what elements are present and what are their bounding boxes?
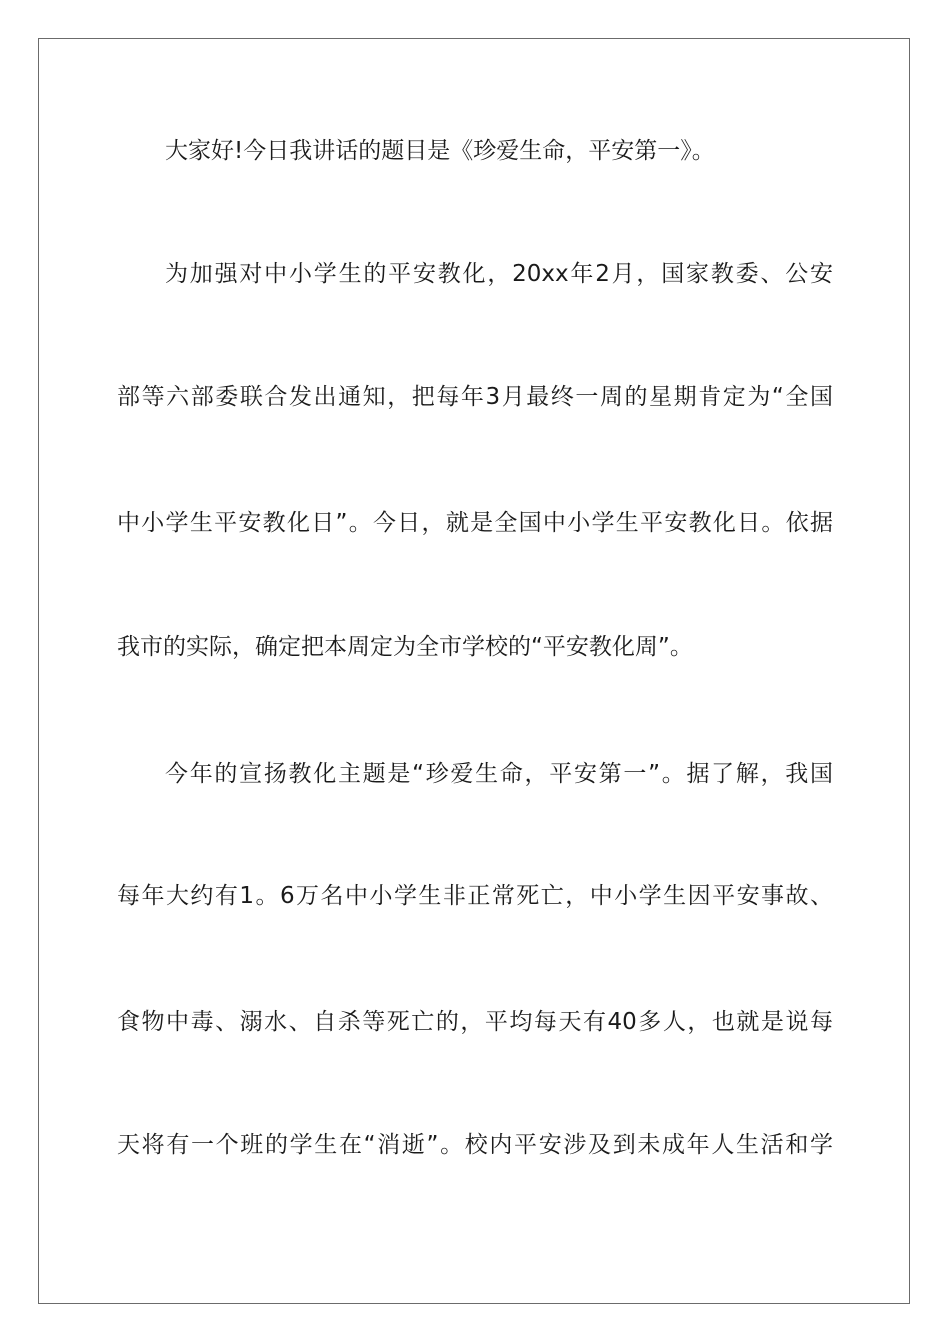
paragraph-3-line-3: 食物中毒、溺水、自杀等死亡的，平均每天有40多人，也就是说每 [117, 1009, 833, 1035]
paragraph-3-line-1: 今年的宣扬教化主题是“珍爱生命，平安第一”。据了解，我国 [165, 761, 833, 787]
page-frame [38, 38, 910, 1304]
paragraph-1-line-1: 大家好!今日我讲话的题目是《珍爱生命，平安第一》。 [165, 138, 715, 164]
paragraph-2-line-2: 部等六部委联合发出通知，把每年3月最终一周的星期肯定为“全国 [117, 384, 833, 410]
paragraph-3-line-4: 天将有一个班的学生在“消逝”。校内平安涉及到未成年人生活和学 [117, 1132, 833, 1158]
paragraph-2-line-4: 我市的实际，确定把本周定为全市学校的“平安教化周”。 [117, 634, 693, 660]
paragraph-3-line-2: 每年大约有1。6万名中小学生非正常死亡，中小学生因平安事故、 [117, 883, 833, 909]
paragraph-2-line-1: 为加强对中小学生的平安教化，20xx年2月，国家教委、公安 [165, 261, 833, 287]
paragraph-2-line-3: 中小学生平安教化日”。今日，就是全国中小学生平安教化日。依据 [117, 510, 833, 536]
